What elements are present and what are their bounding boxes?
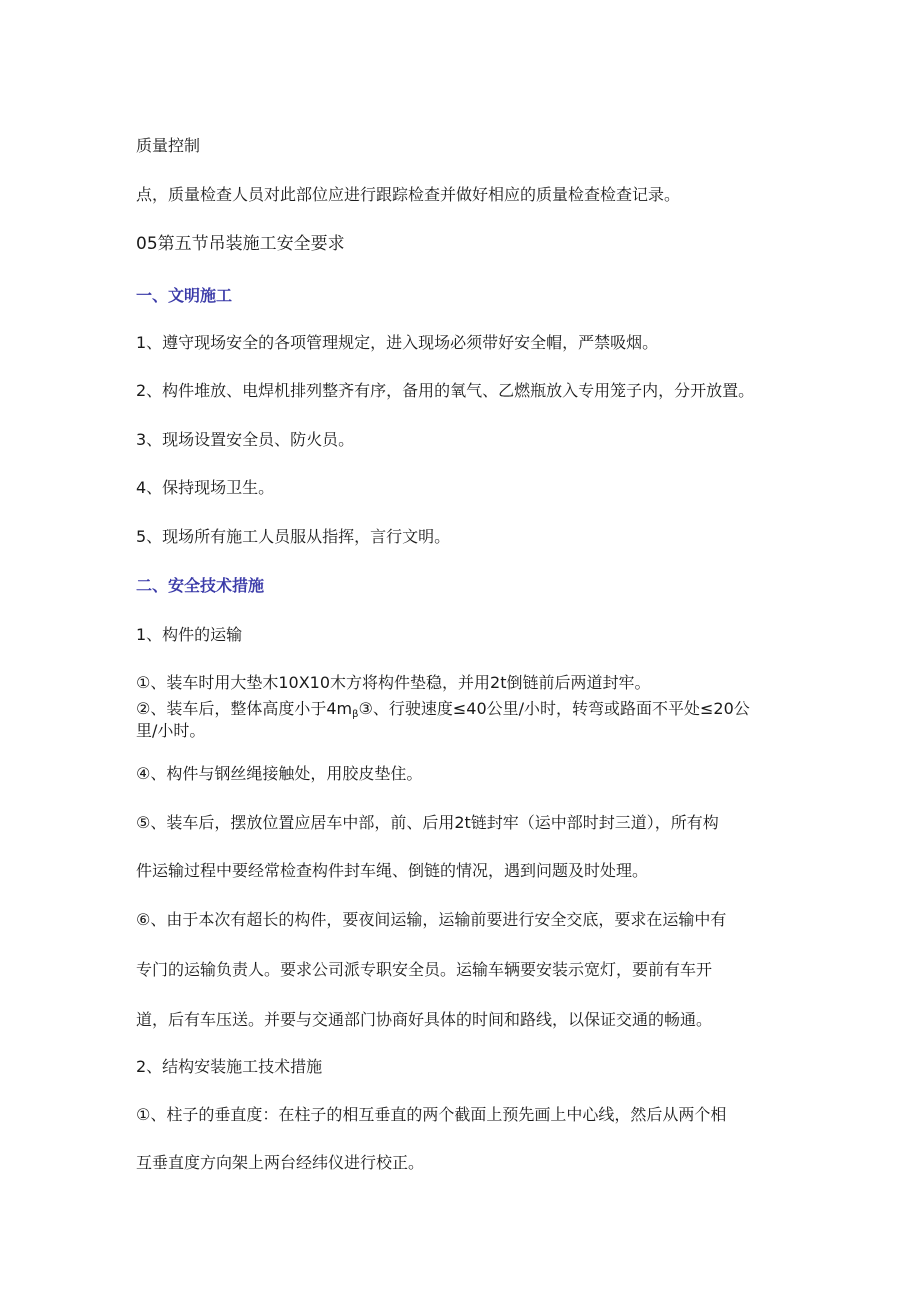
transport-item-2-text: ②、装车后，整体高度小于4m [136,699,353,718]
transport-item-5-continued: 件运输过程中要经常检查构件封车绳、倒链的情况，遇到问题及时处理。 [136,861,649,880]
list-item-1: 1、遵守现场安全的各项管理规定，进入现场必须带好安全帽，严禁吸烟。 [136,333,659,352]
transport-item-2-3 [136,698,750,726]
heading-safety-measures: 二、安全技术措施 [136,576,265,595]
list-item-3: 3、现场设置安全员、防火员。 [136,430,355,449]
structure-item-1: ①、柱子的垂直度：在柱子的相互垂直的两个截面上预先画上中心线，然后从两个相 [136,1105,727,1124]
list-item-4: 4、保持现场卫生。 [136,478,275,497]
list-item-5: 5、现场所有施工人员服从指挥，言行文明。 [136,527,451,546]
subheading-transport: 1、构件的运输 [136,625,243,644]
transport-item-4: ④、构件与钢丝绳接触处，用胶皮垫住。 [136,764,423,783]
transport-item-5: ⑤、装车后，摆放位置应居车中部，前、后用2t链封牢（运中部时封三道），所有构 [136,813,719,832]
list-item-2: 2、构件堆放、电焊机排列整齐有序，备用的氧气、乙燃瓶放入专用笼子内，分开放置。 [136,381,755,400]
transport-item-6-continued-2: 道，后有车压送。并要与交通部门协商好具体的时间和路线，以保证交通的畅通。 [136,1010,713,1029]
heading-civilized-construction: 一、文明施工 [136,286,233,305]
paragraph-quality-check: 点，质量检查人员对此部位应进行跟踪检查并做好相应的质量检查检查记录。 [136,185,681,204]
paragraph-quality-control-title: 质量控制 [136,136,201,155]
transport-item-6-continued-1: 专门的运输负责人。要求公司派专职安全员。运输车辆要安装示宽灯，要前有车开 [136,960,713,979]
subheading-structure-installation: 2、结构安装施工技术措施 [136,1057,323,1076]
transport-item-1: ①、装车时用大垫木10X10木方将构件垫稳，并用2t倒链前后两道封牢。 [136,673,651,692]
transport-item-3-text: ③、行驶速度≤40公里/小时，转弯或路面不平处≤20公 [358,699,750,718]
transport-item-3-continued: 里/小时。 [136,721,206,740]
structure-item-1-continued: 互垂直度方向架上两台经纬仪进行校正。 [136,1153,425,1172]
transport-item-6: ⑥、由于本次有超长的构件，要夜间运输，运输前要进行安全交底，要求在运输中有 [136,910,727,929]
subscript-beta: β [352,709,359,720]
section-title: 05第五节吊装施工安全要求 [136,234,345,254]
